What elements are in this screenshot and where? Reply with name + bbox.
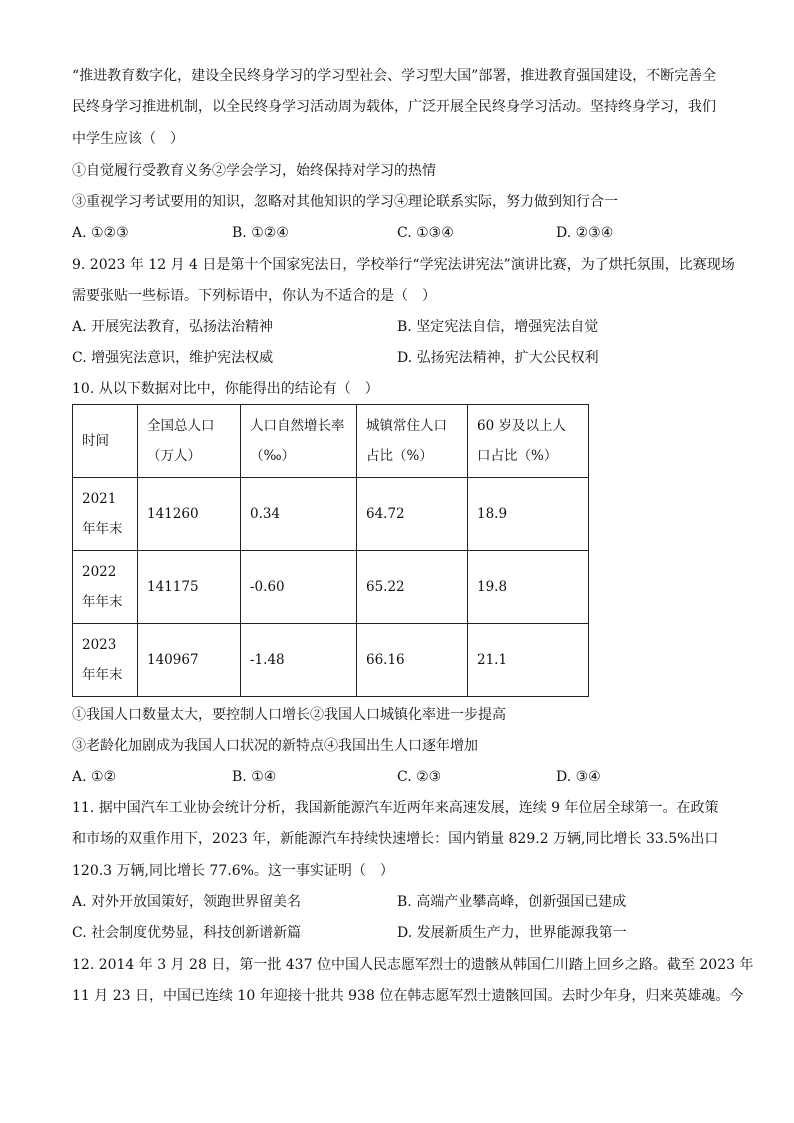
table-row [73,624,589,697]
table-row [73,478,589,551]
population-table [72,404,589,697]
q11-option-a: A. 对外开放国策好，领跑世界留美名 [72,894,302,910]
q8-stem-line-3: 中学生应该（ ） [72,131,184,147]
q11-stem-line-3: 120.3 万辆,同比增长 77.6%。这一事实证明（ ） [72,863,394,879]
q8-option-a: A. ①②③ [72,225,129,241]
table-header-row [73,405,589,478]
table-cell: 18.9 [468,478,589,551]
q9-option-c: C. 增强宪法意识，维护宪法权威 [72,350,274,366]
q11-option-b: B. 高端产业攀高峰，创新强国已建成 [397,894,627,910]
q10-items-line-2: ③老龄化加剧成为我国人口状况的新特点④我国出生人口逐年增加 [72,738,478,754]
q8-items-line-1: ①自觉履行受教育义务②学会学习，始终保持对学习的热情 [72,163,436,179]
table-header-cell: 城镇常住人口占比（%） [357,405,468,478]
table-cell: 2021 年年末 [73,478,138,551]
table-cell: 2022 年年末 [73,551,138,624]
q11-stem-line-2: 和市场的双重作用下，2023 年，新能源汽车持续快速增长：国内销量 829.2 万辆,同比增长 33.5%出口 [72,831,719,847]
q8-option-d: D. ②③④ [556,225,614,241]
q8-stem-line-1: “推进教育数字化，建设全民终身学习的学习型社会、学习型大国”部署，推进教育强国建设，不断完善全 [72,68,717,84]
q11-option-d: D. 发展新质生产力，世界能源我第一 [397,925,627,941]
table-cell: -0.60 [241,551,357,624]
q9-stem-line-2: 需要张贴一些标语。下列标语中，你认为不适合的是（ ） [72,288,436,304]
q12-stem-line-1: 12. 2014 年 3 月 28 日，第一批 437 位中国人民志愿军烈士的遗骸从韩国仁川踏上回乡之路。截至 2023 年 [72,957,754,973]
table-cell: 65.22 [357,551,468,624]
table-header-cell: 人口自然增长率（‰） [241,405,357,478]
q10-option-a: A. ①② [72,769,117,785]
q8-option-c: C. ①③④ [397,225,454,241]
table-cell: 141260 [138,478,241,551]
table-cell: 21.1 [468,624,589,697]
q8-stem-line-2: 民终身学习推进机制，以全民终身学习活动周为载体，广泛开展全民终身学习活动。坚持终身学习，我们 [72,99,716,115]
q10-option-d: D. ③④ [556,769,601,785]
table-row [73,551,589,624]
table-cell: 19.8 [468,551,589,624]
q9-stem-line-1: 9. 2023 年 12 月 4 日是第十个国家宪法日，学校举行“学宪法讲宪法”演讲比赛，为了烘托氛围，比赛现场 [72,257,735,273]
table-cell: 141175 [138,551,241,624]
q10-option-b: B. ①④ [232,769,277,785]
q8-option-b: B. ①②④ [232,225,289,241]
q12-stem-line-2: 11 月 23 日，中国已连续 10 年迎接十批共 938 位在韩志愿军烈士遗骸回国。去时少年身，归来英雄魂。今 [72,988,744,1004]
table-cell: 2023 年年末 [73,624,138,697]
table-cell: -1.48 [241,624,357,697]
q8-items-line-2: ③重视学习考试要用的知识，忽略对其他知识的学习④理论联系实际，努力做到知行合一 [72,194,618,210]
table-header-cell: 60 岁及以上人口占比（%） [468,405,589,478]
table-cell: 0.34 [241,478,357,551]
q11-stem-line-1: 11. 据中国汽车工业协会统计分析，我国新能源汽车近两年来高速发展，连续 9 年位居全球第一。在政策 [72,800,719,816]
table-cell: 66.16 [357,624,468,697]
q10-stem: 10. 从以下数据对比中，你能得出的结论有（ ） [72,381,379,397]
table-header-cell: 全国总人口（万人） [138,405,241,478]
q9-option-a: A. 开展宪法教育，弘扬法治精神 [72,319,274,335]
table-cell: 64.72 [357,478,468,551]
q10-option-c: C. ②③ [397,769,442,785]
q10-items-line-1: ①我国人口数量太大，要控制人口增长②我国人口城镇化率进一步提高 [72,707,506,723]
q11-option-c: C. 社会制度优势显，科技创新谱新篇 [72,925,302,941]
table-cell: 140967 [138,624,241,697]
q9-option-d: D. 弘扬宪法精神，扩大公民权利 [397,350,599,366]
q9-option-b: B. 坚定宪法自信，增强宪法自觉 [397,319,599,335]
table-header-cell: 时间 [73,405,138,478]
